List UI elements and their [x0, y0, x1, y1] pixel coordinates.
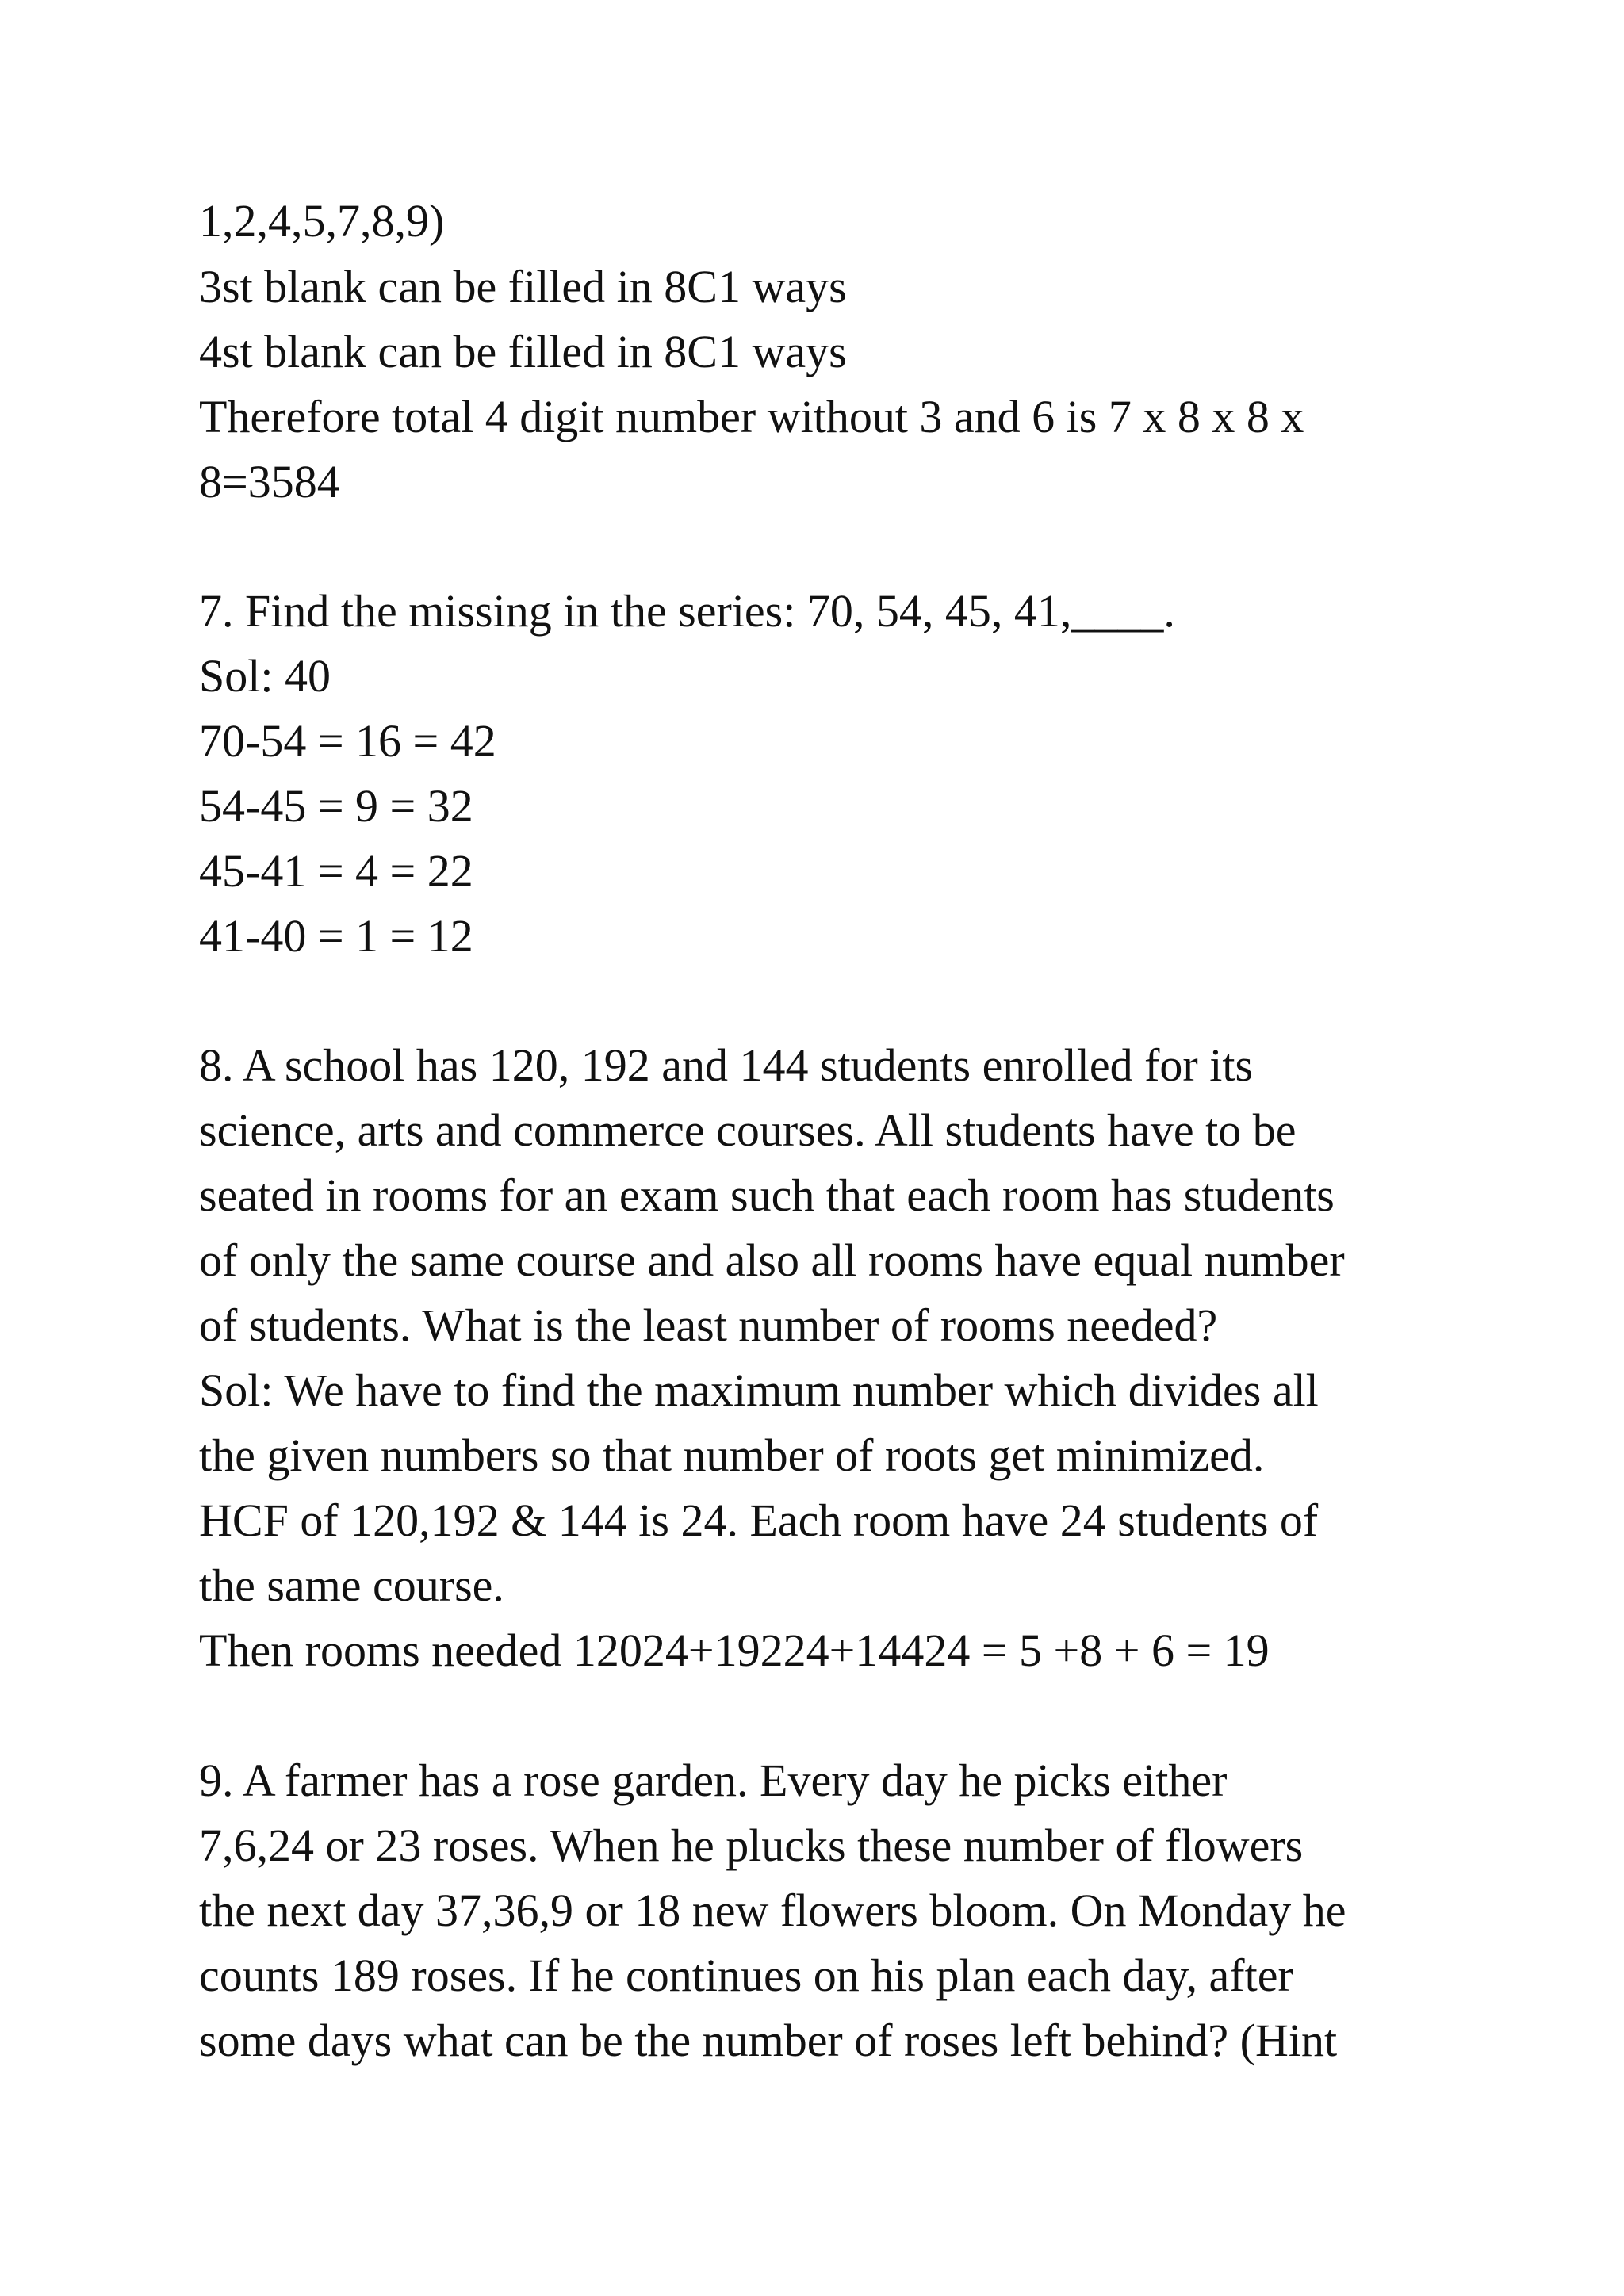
- text-line: counts 189 roses. If he continues on his plan each day, after: [199, 1950, 1293, 2001]
- text-line: 45-41 = 4 = 22: [199, 845, 473, 897]
- text-line: Therefore total 4 digit number without 3 and 6 is 7 x 8 x 8 x: [199, 391, 1304, 442]
- question-9: 9. A farmer has a rose garden. Every day he picks either: [199, 1755, 1228, 1806]
- text-line: 3st blank can be filled in 8C1 ways: [199, 261, 847, 312]
- text-line: 4st blank can be filled in 8C1 ways: [199, 326, 847, 377]
- solution-label: Sol: We have to find the maximum number which divides all: [199, 1364, 1319, 1416]
- text-line: the same course.: [199, 1559, 504, 1611]
- text-line: some days what can be the number of roses left behind? (Hint: [199, 2015, 1338, 2066]
- text-line: 1,2,4,5,7,8,9): [199, 195, 445, 247]
- text-line: the given numbers so that number of roots get minimized.: [199, 1429, 1265, 1481]
- text-line: of only the same course and also all rooms have equal number: [199, 1234, 1345, 1286]
- text-line: 41-40 = 1 = 12: [199, 910, 473, 962]
- question-7: 7. Find the missing in the series: 70, 54, 45, 41,____.: [199, 585, 1175, 637]
- text-line: the next day 37,36,9 or 18 new flowers bloom. On Monday he: [199, 1885, 1346, 1936]
- text-line: 7,6,24 or 23 roses. When he plucks these number of flowers: [199, 1820, 1304, 1871]
- solution-label: Sol: 40: [199, 650, 331, 702]
- text-line: of students. What is the least number of rooms needed?: [199, 1299, 1218, 1351]
- text-line: science, arts and commerce courses. All students have to be: [199, 1104, 1297, 1156]
- text-line: 70-54 = 16 = 42: [199, 715, 496, 767]
- text-line: 8=3584: [199, 456, 340, 507]
- question-8: 8. A school has 120, 192 and 144 students enrolled for its: [199, 1039, 1254, 1091]
- text-line: HCF of 120,192 & 144 is 24. Each room have 24 students of: [199, 1494, 1319, 1546]
- text-line: 54-45 = 9 = 32: [199, 780, 473, 832]
- text-line: seated in rooms for an exam such that each room has students: [199, 1169, 1335, 1221]
- text-line: Then rooms needed 12024+19224+14424 = 5 +8 + 6 = 19: [199, 1624, 1270, 1676]
